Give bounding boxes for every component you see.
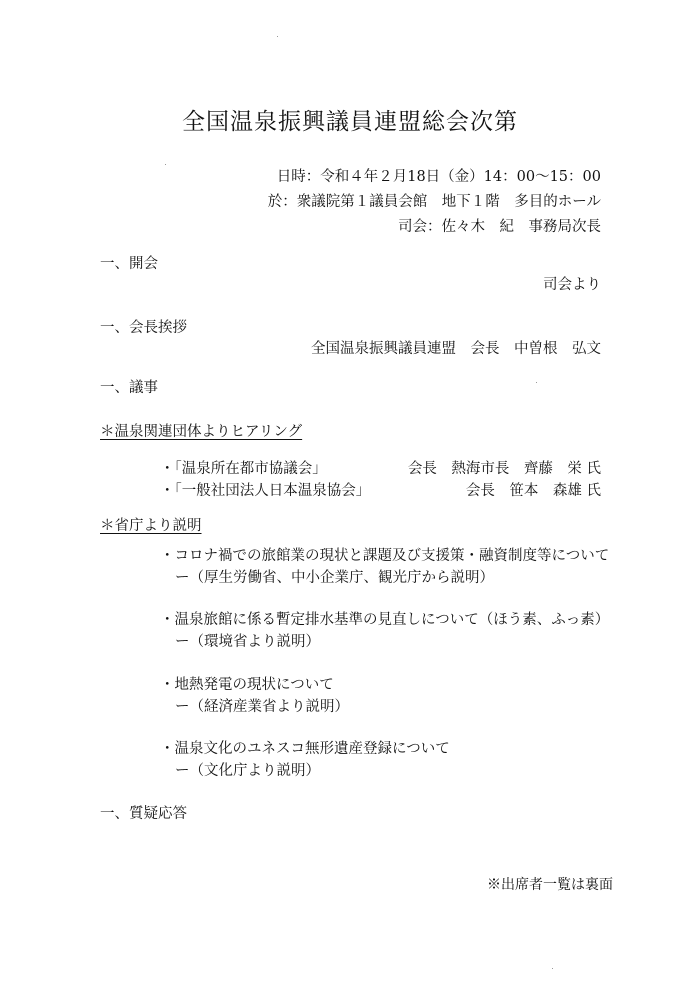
section-qa-heading: 一、質疑応答	[100, 806, 187, 822]
hearing-speaker: 会長 笹本 森雄 氏	[465, 483, 601, 499]
section-opening-note: 司会より	[543, 277, 601, 293]
ministry-item-text: ・地熱発電の現状について	[160, 677, 334, 693]
section-agenda-heading: 一、議事	[100, 380, 158, 396]
document-title: 全国温泉振興議員連盟総会次第	[182, 109, 518, 135]
meeting-datetime: 日時：令和４年２月18日（金）14：00〜15：00	[276, 169, 601, 185]
section-opening-heading: 一、開会	[100, 256, 158, 272]
hearing-org: ・「一般社団法人日本温泉協会」	[160, 483, 371, 499]
ministry-item-sub: ー（厚生労働省、中小企業庁、観光庁から説明）	[175, 570, 494, 586]
scan-speck	[536, 382, 537, 383]
ministry-item-sub: ー（経済産業省より説明）	[175, 699, 349, 715]
meeting-mc: 司会：佐々木 紀 事務局次長	[398, 219, 601, 235]
hearing-speaker: 会長 熱海市長 齊藤 栄 氏	[407, 461, 601, 477]
ministry-item-sub: ー（文化庁より説明）	[175, 763, 320, 779]
ministry-item	[160, 674, 349, 718]
scan-speck	[552, 968, 553, 969]
ministry-item	[160, 609, 609, 653]
hearing-org: ・「温泉所在都市協議会」	[160, 461, 327, 477]
meeting-meta	[268, 165, 601, 240]
ministry-item	[160, 545, 609, 589]
ministry-item-text: ・温泉文化のユネスコ無形遺産登録について	[160, 741, 450, 757]
ministry-item-text: ・コロナ禍での旅館業の現状と課題及び支援策・融資制度等について	[160, 548, 610, 564]
scan-speck	[165, 164, 166, 165]
section-greeting-heading: 一、会長挨拶	[100, 320, 187, 336]
footnote: ※出席者一覧は裏面	[487, 877, 613, 893]
meeting-venue: 於：衆議院第１議員会館 地下１階 多目的ホール	[267, 194, 601, 210]
hearing-heading: ＊温泉関連団体よりヒアリング	[100, 424, 303, 440]
ministry-item	[160, 738, 450, 782]
ministry-item-text: ・温泉旅館に係る暫定排水基準の見直しについて（ほう素、ふっ素）	[160, 612, 610, 628]
ministry-item-sub: ー（環境省より説明）	[175, 634, 320, 650]
scan-speck	[277, 36, 278, 37]
ministry-heading: ＊省庁より説明	[100, 518, 202, 534]
section-greeting-note: 全国温泉振興議員連盟 会長 中曽根 弘文	[311, 341, 601, 357]
